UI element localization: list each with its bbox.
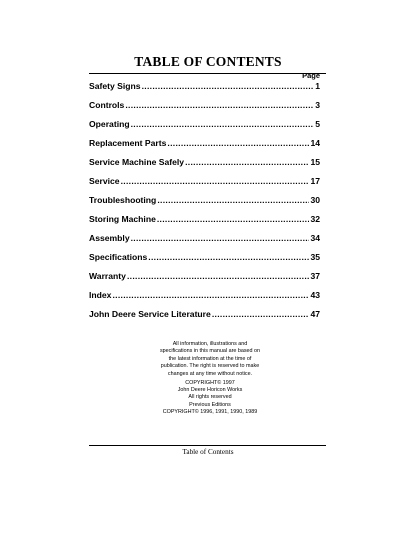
toc-entry-warranty[interactable]: [89, 271, 320, 290]
copyright-line: John Deere Horicon Works: [177, 387, 243, 394]
toc-entry-assembly[interactable]: [89, 233, 320, 252]
copyright-line: Previous Editions: [189, 401, 231, 408]
toc-entry-title: Index: [89, 290, 112, 300]
dot-leader: [142, 81, 315, 91]
dot-leader: [125, 100, 314, 110]
toc-entry-page: 15: [310, 157, 320, 167]
toc-entry-title: Troubleshooting: [89, 195, 157, 205]
toc-entry-title: Service: [89, 176, 120, 186]
dot-leader: [157, 195, 309, 205]
toc-entry-controls[interactable]: [89, 100, 320, 119]
notice-line: the latest information at the time of: [168, 355, 252, 362]
copyright-line: COPYRIGHT© 1996, 1991, 1990, 1989: [162, 408, 258, 415]
title-divider: [89, 73, 326, 74]
toc-list: [89, 81, 320, 328]
toc-entry-title: Assembly: [89, 233, 130, 243]
toc-entry-page: 37: [310, 271, 320, 281]
toc-entry-page: 47: [310, 309, 320, 319]
page-title: TABLE OF CONTENTS: [134, 54, 282, 69]
footer-label: Table of Contents: [182, 448, 234, 456]
toc-entry-safety-signs[interactable]: [89, 81, 320, 100]
toc-entry-storing-machine[interactable]: [89, 214, 320, 233]
toc-entry-title: John Deere Service Literature: [89, 309, 211, 319]
toc-entry-page: 43: [310, 290, 320, 300]
dot-leader: [131, 119, 315, 129]
toc-entry-page: 17: [310, 176, 320, 186]
toc-entry-page: 3: [315, 100, 320, 110]
toc-entry-title: Warranty: [89, 271, 126, 281]
dot-leader: [157, 214, 310, 224]
disclaimer-notice: [120, 341, 300, 378]
toc-entry-title: Safety Signs: [89, 81, 141, 91]
copyright-line: COPYRIGHT© 1997: [185, 380, 235, 386]
toc-entry-page: 30: [310, 195, 320, 205]
toc-entry-service[interactable]: [89, 176, 320, 195]
dot-leader: [112, 290, 309, 300]
dot-leader: [148, 252, 309, 262]
dot-leader: [185, 157, 309, 167]
dot-leader: [127, 271, 310, 281]
toc-entry-page: 35: [310, 252, 320, 262]
notice-line: specifications in this manual are based on: [159, 348, 261, 355]
footer-divider: [89, 445, 326, 446]
toc-entry-operating[interactable]: [89, 119, 320, 138]
toc-entry-title: Controls: [89, 100, 125, 110]
toc-entry-title: Operating: [89, 119, 130, 129]
toc-entry-title: Replacement Parts: [89, 138, 167, 148]
toc-entry-page: 32: [310, 214, 320, 224]
toc-entry-title: Storing Machine: [89, 214, 156, 224]
toc-entry-page: 1: [315, 81, 320, 91]
copyright-line: All rights reserved: [188, 394, 232, 401]
toc-entry-page: 34: [310, 233, 320, 243]
toc-entry-replacement-parts[interactable]: [89, 138, 320, 157]
toc-entry-title: Service Machine Safely: [89, 157, 185, 167]
page-column-header: Page: [302, 71, 320, 80]
toc-entry-title: Specifications: [89, 252, 148, 262]
toc-entry-specifications[interactable]: [89, 252, 320, 271]
notice-line: publication. The right is reserved to make: [160, 363, 260, 370]
notice-line: All information, illustrations and: [172, 341, 248, 347]
toc-entry-index[interactable]: [89, 290, 320, 309]
dot-leader: [121, 176, 310, 186]
toc-entry-service-machine-safely[interactable]: [89, 157, 320, 176]
toc-entry-page: 5: [315, 119, 320, 129]
notice-line: changes at any time without notice.: [167, 370, 253, 377]
dot-leader: [167, 138, 309, 148]
toc-entry-service-literature[interactable]: [89, 309, 320, 328]
toc-entry-page: 14: [310, 138, 320, 148]
copyright-block: [120, 380, 300, 416]
dot-leader: [212, 309, 310, 319]
toc-entry-troubleshooting[interactable]: [89, 195, 320, 214]
dot-leader: [131, 233, 310, 243]
